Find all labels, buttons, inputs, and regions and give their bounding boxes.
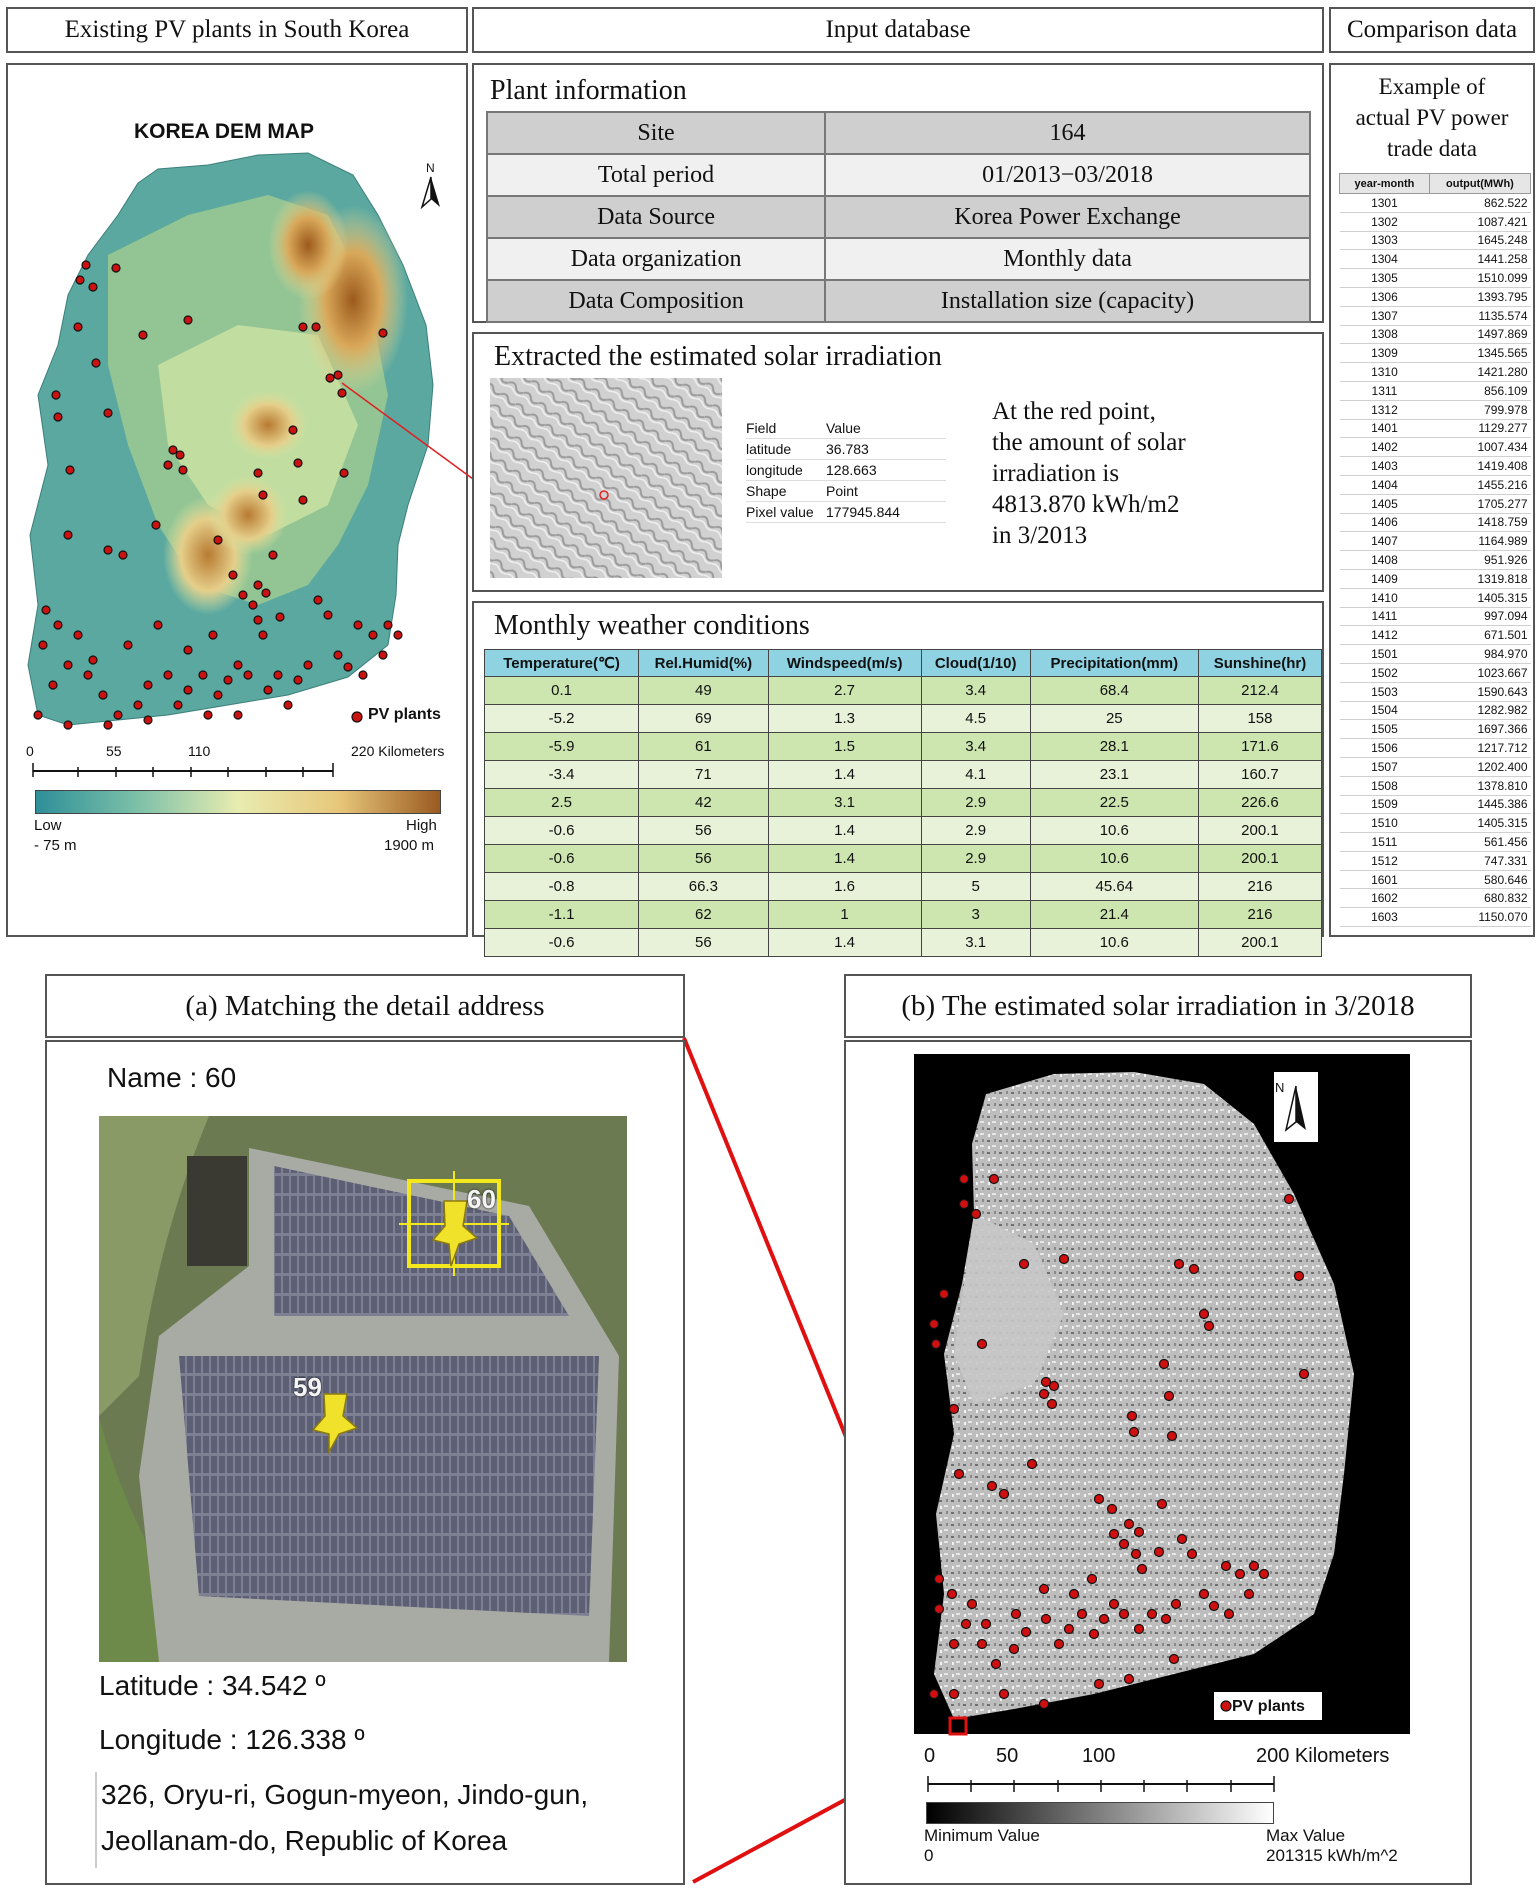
table-cell: 62 xyxy=(639,901,769,929)
output-cell: 1393.795 xyxy=(1429,287,1530,306)
year-month-cell: 1302 xyxy=(1340,212,1430,231)
table-cell: 66.3 xyxy=(639,873,769,901)
satellite-image xyxy=(99,1116,627,1662)
year-month-cell: 1403 xyxy=(1340,457,1430,476)
table-cell: 56 xyxy=(639,929,769,957)
output-cell: 1497.869 xyxy=(1429,325,1530,344)
output-cell: 799.978 xyxy=(1429,400,1530,419)
output-cell: 1378.810 xyxy=(1429,776,1530,795)
year-month-cell: 1506 xyxy=(1340,739,1430,758)
table-row: Data Composition Installation size (capacity) xyxy=(487,280,1310,322)
output-cell: 1455.216 xyxy=(1429,475,1530,494)
table-cell: 5 xyxy=(921,873,1030,901)
pin-60-label: 60 xyxy=(467,1184,496,1214)
year-month-cell: 1308 xyxy=(1340,325,1430,344)
table-cell: -0.6 xyxy=(485,845,639,873)
low-label: Low xyxy=(34,817,62,834)
output-cell: 1217.712 xyxy=(1429,739,1530,758)
low-value: - 75 m xyxy=(34,837,77,854)
output-cell: 862.522 xyxy=(1429,194,1530,213)
table-cell: -5.2 xyxy=(485,705,639,733)
output-cell: 951.926 xyxy=(1429,551,1530,570)
panel-b xyxy=(844,1040,1472,1885)
table-cell: 3 xyxy=(921,901,1030,929)
plant-name: Name : 60 xyxy=(107,1062,237,1093)
panel-a xyxy=(45,1040,685,1885)
table-cell: 28.1 xyxy=(1030,733,1198,761)
output-cell: 1282.982 xyxy=(1429,701,1530,720)
address-box: 326, Oryu-ri, Gogun-myeon, Jindo-gun, Jeollanam-do, Republic of Korea xyxy=(95,1772,657,1868)
table-row: Data Source Korea Power Exchange xyxy=(487,196,1310,238)
table-cell: 158 xyxy=(1198,705,1321,733)
year-month-cell: 1601 xyxy=(1340,870,1430,889)
table-cell: 22.5 xyxy=(1030,789,1198,817)
table-cell: 10.6 xyxy=(1030,845,1198,873)
output-cell: 997.094 xyxy=(1429,607,1530,626)
table-cell: 71 xyxy=(639,761,769,789)
panel-b-title: (b) The estimated solar irradiation in 3/2018 xyxy=(844,974,1472,1038)
dem-map-title: KOREA DEM MAP xyxy=(134,120,315,143)
output-cell: 1164.989 xyxy=(1429,532,1530,551)
table-cell: 216 xyxy=(1198,873,1321,901)
table-header: year-month output(MWh) xyxy=(1340,174,1531,194)
table-row: Site 164 xyxy=(487,112,1310,154)
year-month-cell: 1405 xyxy=(1340,494,1430,513)
table-cell: 200.1 xyxy=(1198,817,1321,845)
min-label: Minimum Value xyxy=(924,1826,1040,1845)
scale-label-0: 0 xyxy=(26,743,34,759)
output-cell: 1418.759 xyxy=(1429,513,1530,532)
scale-label-200: 200 Kilometers xyxy=(1256,1745,1390,1767)
output-cell: 747.331 xyxy=(1429,851,1530,870)
year-month-cell: 1411 xyxy=(1340,607,1430,626)
year-month-cell: 1311 xyxy=(1340,381,1430,400)
output-cell: 1135.574 xyxy=(1429,306,1530,325)
table-cell: 200.1 xyxy=(1198,929,1321,957)
high-value: 1900 m xyxy=(384,837,435,854)
table-cell: -5.9 xyxy=(485,733,639,761)
table-cell: 56 xyxy=(639,817,769,845)
table-cell: -1.1 xyxy=(485,901,639,929)
table-cell: 1.3 xyxy=(768,705,921,733)
table-cell: 1.6 xyxy=(768,873,921,901)
table-cell: 1.4 xyxy=(768,761,921,789)
table-cell: 61 xyxy=(639,733,769,761)
year-month-cell: 1309 xyxy=(1340,344,1430,363)
year-month-cell: 1410 xyxy=(1340,588,1430,607)
table-cell: 1.4 xyxy=(768,845,921,873)
table-cell: -0.8 xyxy=(485,873,639,901)
year-month-cell: 1307 xyxy=(1340,306,1430,325)
north-label: N xyxy=(1275,1080,1285,1095)
header-comparison: Comparison data xyxy=(1329,7,1535,53)
output-cell: 1405.315 xyxy=(1429,814,1530,833)
scale-bar xyxy=(926,1774,1276,1794)
scale-label-0: 0 xyxy=(924,1745,936,1767)
table-cell: -0.6 xyxy=(485,817,639,845)
table-cell: 2.9 xyxy=(921,817,1030,845)
output-cell: 1087.421 xyxy=(1429,212,1530,231)
scale-label-110: 110 xyxy=(188,743,211,759)
year-month-cell: 1312 xyxy=(1340,400,1430,419)
table-cell: 25 xyxy=(1030,705,1198,733)
pin-59-label: 59 xyxy=(293,1372,322,1402)
table-row: Data organization Monthly data xyxy=(487,238,1310,280)
table-cell: 2.9 xyxy=(921,789,1030,817)
year-month-cell: 1401 xyxy=(1340,419,1430,438)
year-month-cell: 1301 xyxy=(1340,194,1430,213)
table-cell: 3.4 xyxy=(921,733,1030,761)
table-cell: 49 xyxy=(639,677,769,705)
scale-label-50: 50 xyxy=(996,1745,1019,1767)
irradiation-colorbar xyxy=(926,1802,1274,1824)
table-header: Temperature(℃) Rel.Humid(%) Windspeed(m/s) Cloud(1/10) Precipitation(mm) Sunshine(hr) xyxy=(485,650,1322,677)
output-cell: 1421.280 xyxy=(1429,363,1530,382)
table-row: Total period 01/2013−03/2018 xyxy=(487,154,1310,196)
year-month-cell: 1304 xyxy=(1340,250,1430,269)
header-input: Input database xyxy=(472,7,1324,53)
legend-plant-icon xyxy=(1221,1701,1231,1711)
table-cell: 56 xyxy=(639,845,769,873)
table-cell: 3.1 xyxy=(768,789,921,817)
output-cell: 984.970 xyxy=(1429,645,1530,664)
table-cell: 1.5 xyxy=(768,733,921,761)
year-month-cell: 1404 xyxy=(1340,475,1430,494)
year-month-cell: 1303 xyxy=(1340,231,1430,250)
year-month-cell: 1503 xyxy=(1340,682,1430,701)
output-cell: 1419.408 xyxy=(1429,457,1530,476)
year-month-cell: 1306 xyxy=(1340,287,1430,306)
field-table: Field Value latitude 36.783 longitude 128.663 Shape Point Pixel value 177945.844 xyxy=(746,418,946,523)
table-cell: 1.4 xyxy=(768,817,921,845)
output-cell: 1405.315 xyxy=(1429,588,1530,607)
max-label: Max Value xyxy=(1266,1826,1346,1845)
table-cell: 10.6 xyxy=(1030,929,1198,957)
output-cell: 1129.277 xyxy=(1429,419,1530,438)
table-cell: 42 xyxy=(639,789,769,817)
table-cell: 21.4 xyxy=(1030,901,1198,929)
year-month-cell: 1602 xyxy=(1340,889,1430,908)
table-cell: -0.6 xyxy=(485,929,639,957)
year-month-cell: 1504 xyxy=(1340,701,1430,720)
output-cell: 1319.818 xyxy=(1429,569,1530,588)
year-month-cell: 1310 xyxy=(1340,363,1430,382)
min-value: 0 xyxy=(924,1846,934,1865)
year-month-cell: 1501 xyxy=(1340,645,1430,664)
output-cell: 561.456 xyxy=(1429,833,1530,852)
year-month-cell: 1408 xyxy=(1340,551,1430,570)
output-cell: 680.832 xyxy=(1429,889,1530,908)
table-cell: 3.1 xyxy=(921,929,1030,957)
scale-label-100: 100 xyxy=(1082,1745,1116,1767)
year-month-cell: 1512 xyxy=(1340,851,1430,870)
table-cell: 23.1 xyxy=(1030,761,1198,789)
max-value: 201315 kWh/m^2 xyxy=(1266,1846,1398,1865)
irradiation-text: At the red point, the amount of solar irradiation is 4813.870 kWh/m2 in 3/2013 xyxy=(992,398,1186,549)
year-month-cell: 1407 xyxy=(1340,532,1430,551)
table-cell: 160.7 xyxy=(1198,761,1321,789)
year-month-cell: 1305 xyxy=(1340,269,1430,288)
output-cell: 671.501 xyxy=(1429,626,1530,645)
irradiation-map-svg xyxy=(914,1054,1410,1734)
output-cell: 1007.434 xyxy=(1429,438,1530,457)
year-month-cell: 1509 xyxy=(1340,795,1430,814)
year-month-cell: 1505 xyxy=(1340,720,1430,739)
output-cell: 1510.099 xyxy=(1429,269,1530,288)
output-cell: 1441.258 xyxy=(1429,250,1530,269)
table-cell: 68.4 xyxy=(1030,677,1198,705)
table-cell: 2.5 xyxy=(485,789,639,817)
table-cell: 2.9 xyxy=(921,845,1030,873)
panel-a-title: (a) Matching the detail address xyxy=(45,974,685,1038)
table-cell: 226.6 xyxy=(1198,789,1321,817)
table-cell: 216 xyxy=(1198,901,1321,929)
table-cell: 69 xyxy=(639,705,769,733)
plant-info-title: Plant information xyxy=(490,75,687,106)
high-label: High xyxy=(406,817,437,834)
north-label: N xyxy=(426,161,435,175)
scale-label-55: 55 xyxy=(106,743,122,759)
table-cell: 3.4 xyxy=(921,677,1030,705)
year-month-cell: 1507 xyxy=(1340,757,1430,776)
table-cell: 1.4 xyxy=(768,929,921,957)
output-cell: 1202.400 xyxy=(1429,757,1530,776)
year-month-cell: 1406 xyxy=(1340,513,1430,532)
comparison-title: Example of actual PV power trade data xyxy=(1355,74,1509,161)
output-cell: 1023.667 xyxy=(1429,663,1530,682)
header-existing: Existing PV plants in South Korea xyxy=(6,7,468,53)
table-cell: 212.4 xyxy=(1198,677,1321,705)
table-cell: 10.6 xyxy=(1030,817,1198,845)
longitude-label: Longitude : 126.338 º xyxy=(99,1724,365,1755)
table-cell: 171.6 xyxy=(1198,733,1321,761)
table-cell: 200.1 xyxy=(1198,845,1321,873)
table-cell: -3.4 xyxy=(485,761,639,789)
weather-title: Monthly weather conditions xyxy=(494,610,810,641)
irradiation-title: Extracted the estimated solar irradiation xyxy=(494,341,942,372)
output-cell: 1150.070 xyxy=(1429,908,1530,927)
table-cell: 0.1 xyxy=(485,677,639,705)
output-cell: 580.646 xyxy=(1429,870,1530,889)
output-cell: 1345.565 xyxy=(1429,344,1530,363)
output-cell: 1697.366 xyxy=(1429,720,1530,739)
year-month-cell: 1510 xyxy=(1340,814,1430,833)
table-cell: 2.7 xyxy=(768,677,921,705)
year-month-cell: 1409 xyxy=(1340,569,1430,588)
scale-label-220: 220 Kilometers xyxy=(351,743,445,759)
table-cell: 4.5 xyxy=(921,705,1030,733)
table-cell: 4.1 xyxy=(921,761,1030,789)
legend-plants-label: PV plants xyxy=(1232,1698,1305,1715)
output-cell: 1445.386 xyxy=(1429,795,1530,814)
output-cell: 856.109 xyxy=(1429,381,1530,400)
year-month-cell: 1502 xyxy=(1340,663,1430,682)
year-month-cell: 1508 xyxy=(1340,776,1430,795)
year-month-cell: 1412 xyxy=(1340,626,1430,645)
latitude-label: Latitude : 34.542 º xyxy=(99,1670,326,1701)
legend-plants-label: PV plants xyxy=(368,706,441,723)
year-month-cell: 1603 xyxy=(1340,908,1430,927)
year-month-cell: 1402 xyxy=(1340,438,1430,457)
output-cell: 1705.277 xyxy=(1429,494,1530,513)
output-cell: 1590.643 xyxy=(1429,682,1530,701)
table-cell: 45.64 xyxy=(1030,873,1198,901)
table-cell: 1 xyxy=(768,901,921,929)
year-month-cell: 1511 xyxy=(1340,833,1430,852)
output-cell: 1645.248 xyxy=(1429,231,1530,250)
